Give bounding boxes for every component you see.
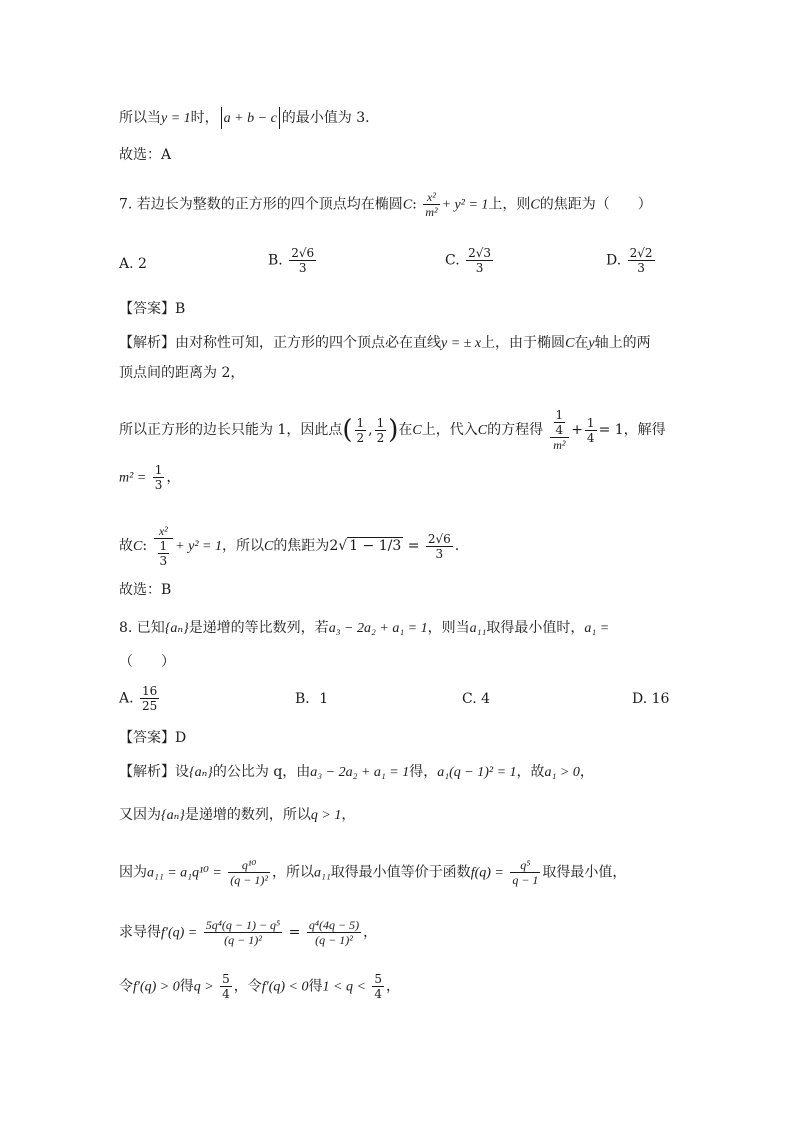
q7-option-b [268, 246, 318, 275]
numerator: q⁵ [510, 858, 540, 873]
math: f(q) = [470, 865, 504, 881]
math: a₁ > 0 [544, 765, 580, 780]
math: a₃ − 2a₂ + a₁ = 1 [328, 621, 428, 636]
abs-bar [279, 107, 280, 129]
text: ， [363, 924, 378, 941]
answer-select-b: 故选：B [119, 582, 172, 598]
text: 的最小值为 3. [281, 110, 370, 126]
text: 取得最小值时， [486, 620, 585, 636]
text: ，令 [233, 978, 262, 995]
math-vector-expr: a + b − c [223, 111, 277, 126]
colon: : [412, 196, 417, 213]
math: y = ± x [441, 336, 482, 351]
explanation-8-line2 [119, 805, 355, 826]
denominator: 4 [555, 423, 564, 437]
label: B. [268, 252, 283, 269]
text: 得 [308, 978, 323, 995]
math: a₁₁ [313, 865, 331, 881]
text: ， [166, 469, 181, 486]
denominator: 25 [142, 699, 158, 713]
numerator: 1 [159, 539, 168, 553]
fraction [355, 416, 367, 445]
text: 取得最小值等价于函数 [330, 864, 471, 881]
compound-fraction [154, 524, 174, 568]
fraction [220, 972, 232, 1001]
math: a₁(q − 1)² = 1 [437, 765, 517, 780]
q8-option-c: C. 4 [462, 691, 491, 707]
fraction [153, 463, 165, 492]
question-8 [119, 618, 609, 639]
denominator: 3 [637, 261, 645, 275]
fraction [289, 246, 316, 275]
text: 的方程得 [487, 422, 544, 438]
line-min-value [119, 107, 370, 129]
text: 的焦距为 [273, 538, 330, 554]
explanation-7-line4 [119, 463, 180, 492]
text: 令 [119, 978, 133, 995]
answer-7: 【答案】B [119, 301, 186, 317]
numerator: 2√6 [427, 531, 451, 546]
text: . [454, 538, 460, 554]
numerator: 5 [222, 972, 230, 986]
explanation-7-line5: 故C: $\frac{\text{x²}}{\frac{1}{3}}$ + y² = 1，所以C的焦距为2√ 1 − 1/3 = $\frac{2√6}{3}$ . [119, 524, 460, 568]
math: a₃ − 2a₂ + a₁ = 1 [310, 765, 410, 780]
q7-option-a: A. 2 [119, 256, 147, 272]
math: C [412, 423, 422, 438]
text: = [407, 538, 420, 554]
q8-option-a [119, 684, 161, 713]
denominator: 3 [475, 261, 484, 275]
text: 又因为 [119, 807, 161, 823]
math: 1 < q < [322, 979, 366, 995]
text: 故 [119, 538, 133, 554]
text: 的焦距为（ ） [539, 196, 652, 213]
denominator: 2 [356, 430, 365, 445]
explanation-7-line1 [119, 333, 651, 354]
fraction [228, 858, 270, 887]
denominator: 3 [159, 554, 168, 568]
numerator: 1 [376, 415, 385, 430]
math: q > 1 [310, 808, 342, 823]
numerator: 1 [586, 415, 595, 430]
q8-option-b: B．1 [295, 691, 329, 707]
math: f′(q) > 0 [133, 979, 180, 995]
numerator: 16 [142, 684, 158, 698]
paren: ) [388, 415, 399, 445]
compound-fraction [550, 408, 570, 452]
text: 轴上的两 [594, 335, 651, 351]
math: {aₙ} [189, 765, 213, 780]
text: ， [579, 764, 594, 780]
text: 8. 已知 [119, 620, 165, 636]
numerator: x² [154, 524, 174, 539]
label: A. [119, 690, 134, 707]
text: ， [341, 807, 356, 823]
math: f′(q) < 0 [261, 979, 309, 995]
numerator: 1 [154, 463, 163, 477]
numerator: q¹⁰ [228, 858, 270, 873]
math: y = 1 [161, 111, 191, 126]
question-8-paren: （ ） [119, 654, 175, 670]
math: C [133, 539, 143, 554]
explanation-8-line4 [119, 918, 377, 947]
math: C [565, 336, 575, 351]
text: 求导得 [119, 924, 161, 941]
numerator: 1 [555, 408, 564, 422]
math: m² = [119, 470, 147, 486]
paren: ( [342, 415, 353, 445]
denominator: m² [425, 205, 438, 219]
question-7 [119, 190, 652, 219]
text: 因为 [119, 864, 147, 881]
text: ，所以 [221, 538, 264, 554]
math: C [530, 197, 540, 213]
q8-option-d: D. 16 [632, 691, 670, 707]
math: y [588, 336, 595, 351]
math: {aₙ} [161, 808, 185, 823]
text: 【解析】设 [119, 764, 189, 780]
numerator: 5 [374, 972, 383, 986]
math: C [402, 197, 413, 213]
math: a₁ = [584, 621, 610, 636]
text: 得， [409, 764, 438, 780]
numerator: 2√6 [291, 246, 315, 260]
text: 所以当 [119, 110, 161, 126]
fraction [628, 246, 655, 275]
numerator: 2√3 [468, 246, 492, 260]
denominator: 3 [435, 546, 444, 561]
math: a₁₁ = a₁q¹⁰ = [147, 865, 222, 881]
fraction [466, 246, 493, 275]
math: a₁₁ [469, 621, 487, 636]
abs-bar [221, 107, 222, 129]
text: 是递增的等比数列，若 [188, 620, 329, 636]
numerator: 5q⁴(q − 1) − q⁵ [205, 918, 281, 932]
math: q > [193, 979, 214, 995]
fraction [554, 408, 566, 437]
text: 的公比为 q，由 [212, 764, 311, 780]
numerator: q⁴(4q − 5) [308, 918, 360, 932]
numerator: x² [423, 190, 439, 205]
fraction [204, 918, 283, 947]
text: ，故 [516, 764, 545, 780]
text: ，则当 [427, 620, 470, 636]
text: 上，由于椭圆 [481, 335, 566, 351]
fraction [426, 532, 453, 561]
text: 所以正方形的边长只能为 1，因此点 [119, 422, 343, 438]
denominator: 3 [298, 261, 307, 275]
math: 2 [329, 538, 339, 554]
denominator: 2 [376, 430, 385, 445]
math: {aₙ} [164, 621, 189, 636]
text: = [288, 924, 301, 941]
math: f′(q) = [161, 925, 198, 941]
numerator: 2√2 [629, 246, 653, 260]
text: 取得最小值， [542, 864, 627, 881]
denominator: 4 [222, 987, 230, 1001]
fraction [423, 190, 439, 219]
math: + y² = 1 [441, 197, 489, 213]
text: 上，代入 [421, 422, 478, 438]
text: 得 [179, 978, 194, 995]
text: 7. 若边长为整数的正方形的四个顶点均在椭圆 [119, 196, 403, 213]
explanation-8-line1 [119, 762, 594, 783]
numerator: 1 [356, 415, 365, 430]
explanation-8-line5 [119, 972, 400, 1001]
fraction [158, 539, 170, 568]
fraction [585, 416, 597, 445]
text: 上，则 [488, 196, 531, 213]
denominator: (q − 1)² [230, 873, 268, 887]
text: ，解得 [623, 422, 666, 438]
denominator: m² [553, 438, 566, 452]
q7-option-d [606, 246, 657, 275]
text: 在 [398, 422, 413, 438]
math: + y² = 1 [175, 539, 222, 554]
math: C [477, 423, 488, 438]
math: C [263, 539, 274, 554]
denominator: (q − 1)² [224, 933, 262, 947]
sqrt-sign: √ [338, 538, 348, 554]
denominator: 3 [154, 478, 163, 492]
label: C. [445, 252, 460, 269]
fraction [510, 858, 540, 887]
denominator: 4 [586, 430, 595, 445]
text: 在 [574, 335, 589, 351]
text: ， [386, 978, 401, 995]
sqrt-radicand: 1 − 1/3 [349, 538, 402, 554]
q7-option-c [445, 246, 495, 275]
fraction [372, 972, 384, 1001]
text: 【解析】由对称性可知，正方形的四个顶点必在直线 [119, 335, 441, 351]
label: D. [606, 252, 622, 269]
denominator: 4 [374, 987, 383, 1001]
fraction [140, 684, 159, 713]
fraction [375, 416, 387, 445]
explanation-7-line2: 顶点间的距离为 2， [119, 365, 245, 381]
text: ，所以 [271, 864, 314, 881]
explanation-7-line3: 所以正方形的边长只能为 1，因此点( $\frac{1}{2}$ , $\frac{1}{2}$ )在C上，代入C的方程得 $\frac{\frac{1}{4}}{\text{m²}}$ + $\frac{1}{4}$ = 1，解得 [119, 408, 666, 452]
fraction [307, 918, 361, 947]
text: 时， [190, 110, 219, 126]
denominator: q − 1 [512, 873, 539, 887]
text: 是递增的数列，所以 [184, 807, 311, 823]
answer-select-a: 故选：A [119, 147, 172, 163]
explanation-8-line3 [119, 858, 626, 887]
answer-8: 【答案】D [119, 730, 187, 746]
denominator: (q − 1)² [315, 933, 353, 947]
